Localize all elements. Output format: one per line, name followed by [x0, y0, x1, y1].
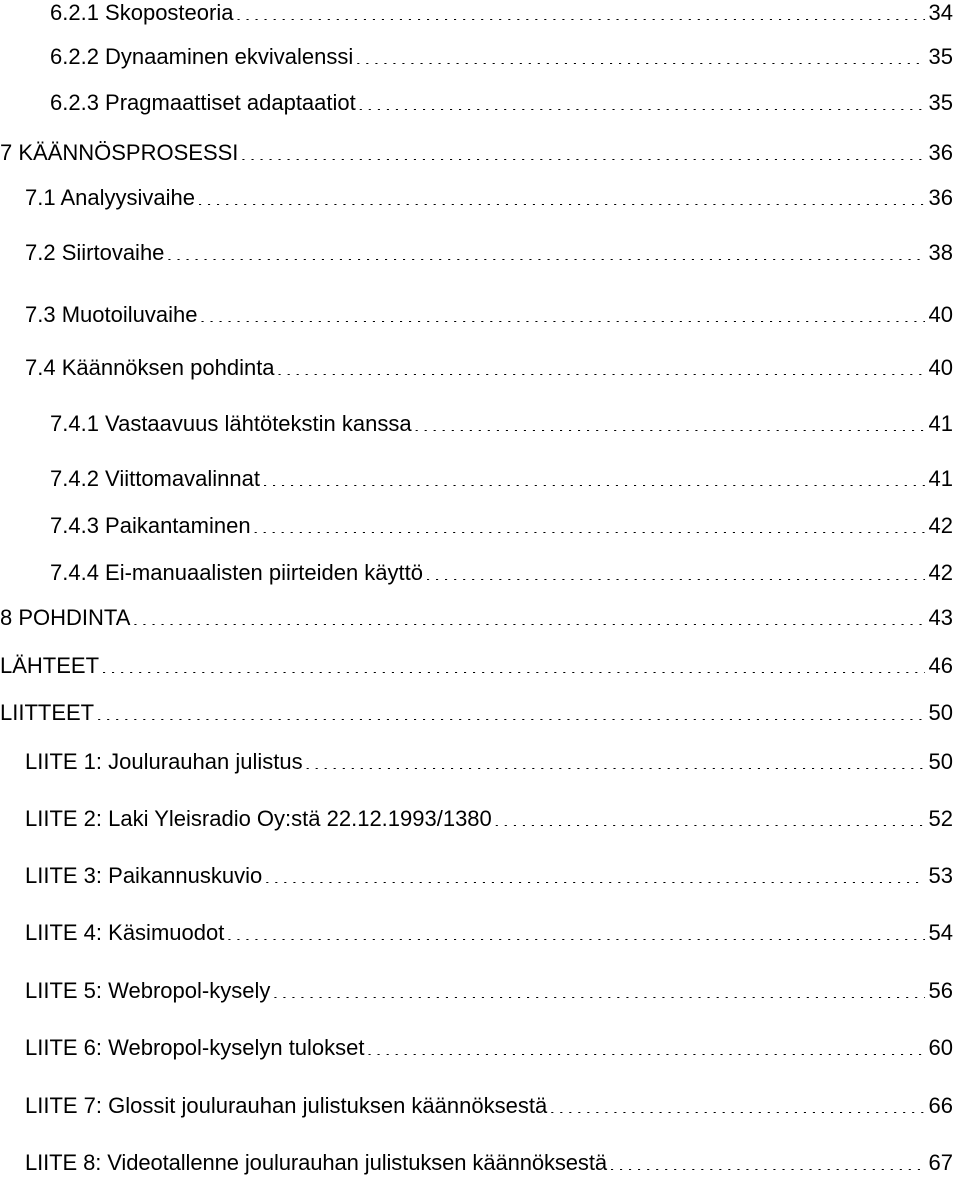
toc-entry-label: 7.4.4 Ei-manuaalisten piirteiden käyttö: [50, 555, 425, 591]
toc-entry[interactable]: [0, 297, 960, 333]
toc-entry-page: 52: [928, 806, 953, 831]
toc-entry[interactable]: [0, 235, 960, 271]
toc-entry[interactable]: [0, 1088, 960, 1124]
toc-entry-page: 42: [928, 560, 953, 585]
toc-entry[interactable]: [0, 180, 960, 216]
toc-leader-dots: [549, 1112, 925, 1113]
toc-entry-label: 7.4 Käännöksen pohdinta: [25, 350, 277, 386]
toc-entry[interactable]: [0, 85, 960, 121]
toc-leader-dots: [253, 532, 925, 533]
toc-entry[interactable]: [0, 600, 960, 636]
toc-entry-label: LIITE 5: Webropol-kysely: [25, 973, 272, 1009]
toc-entry[interactable]: [0, 39, 960, 75]
toc-leader-dots: [240, 159, 925, 160]
toc-entry-label: 6.2.2 Dynaaminen ekvivalenssi: [50, 39, 355, 75]
toc-entry-page: 60: [928, 1035, 953, 1060]
toc-entry-label: 7 KÄÄNNÖSPROSESSI: [0, 135, 240, 171]
toc-entry[interactable]: [0, 135, 960, 171]
toc-leader-dots: [414, 430, 925, 431]
toc-leader-dots: [609, 1169, 925, 1170]
toc-entry-page: 36: [928, 185, 953, 210]
toc-entry[interactable]: [0, 858, 960, 894]
toc-entry-page: 41: [928, 411, 953, 436]
toc-leader-dots: [425, 579, 925, 580]
toc-leader-dots: [199, 321, 925, 322]
toc-entry-page: 35: [928, 44, 953, 69]
toc-leader-dots: [277, 374, 925, 375]
toc-entry-page: 40: [928, 355, 953, 380]
toc-entry-label: LIITE 2: Laki Yleisradio Oy:stä 22.12.1993/1380: [25, 801, 494, 837]
toc-entry-page: 54: [928, 920, 953, 945]
toc-entry-page: 46: [928, 653, 953, 678]
toc-leader-dots: [132, 624, 925, 625]
toc-entry-label: LIITE 7: Glossit joulurauhan julistuksen käännöksestä: [25, 1088, 549, 1124]
toc-entry-page: 38: [928, 240, 953, 265]
toc-leader-dots: [262, 485, 925, 486]
toc-entry[interactable]: [0, 915, 960, 951]
toc-leader-dots: [226, 939, 925, 940]
toc-entry-label: 6.2.3 Pragmaattiset adaptaatiot: [50, 85, 358, 121]
toc-entry-page: 41: [928, 466, 953, 491]
toc-entry-page: 43: [928, 605, 953, 630]
toc-entry-label: LIITE 3: Paikannuskuvio: [25, 858, 264, 894]
toc-entry-page: 40: [928, 302, 953, 327]
toc-leader-dots: [305, 768, 925, 769]
toc-entry-page: 66: [928, 1093, 953, 1118]
toc-entry[interactable]: [0, 461, 960, 497]
toc-entry-label: 7.4.1 Vastaavuus lähtötekstin kanssa: [50, 406, 414, 442]
toc-entry[interactable]: [0, 648, 960, 684]
toc-entry-label: 7.2 Siirtovaihe: [25, 235, 166, 271]
toc-entry[interactable]: [0, 350, 960, 386]
toc-leader-dots: [96, 719, 925, 720]
toc-leader-dots: [235, 19, 925, 20]
toc-entry[interactable]: [0, 1145, 960, 1181]
toc-entry[interactable]: [0, 801, 960, 837]
toc-entry[interactable]: [0, 406, 960, 442]
toc-leader-dots: [272, 997, 925, 998]
toc-entry-label: 7.4.3 Paikantaminen: [50, 508, 253, 544]
toc-entry-page: 56: [928, 978, 953, 1003]
toc-entry-page: 50: [928, 749, 953, 774]
toc-entry-label: 6.2.1 Skoposteoria: [50, 0, 235, 31]
toc-entry-label: LIITE 8: Videotallenne joulurauhan julistuksen käännöksestä: [25, 1145, 609, 1181]
toc-entry-label: LIITE 4: Käsimuodot: [25, 915, 226, 951]
toc-entry-page: 34: [928, 0, 953, 25]
toc-entry-page: 42: [928, 513, 953, 538]
toc-entry-page: 53: [928, 863, 953, 888]
toc-leader-dots: [494, 825, 925, 826]
toc-leader-dots: [358, 109, 925, 110]
toc-entry-label: LIITE 1: Joulurauhan julistus: [25, 744, 305, 780]
toc-entry-page: 67: [928, 1150, 953, 1175]
toc-entry-label: LIITE 6: Webropol-kyselyn tulokset: [25, 1030, 367, 1066]
toc-entry[interactable]: [0, 1030, 960, 1066]
toc-entry-page: 36: [928, 140, 953, 165]
toc-leader-dots: [101, 672, 925, 673]
toc-leader-dots: [166, 259, 925, 260]
toc-entry[interactable]: [0, 973, 960, 1009]
toc-leader-dots: [355, 63, 925, 64]
toc-leader-dots: [197, 204, 925, 205]
toc-leader-dots: [367, 1054, 925, 1055]
toc-entry[interactable]: [0, 508, 960, 544]
toc-entry-label: 8 POHDINTA: [0, 600, 132, 636]
toc-entry-label: 7.3 Muotoiluvaihe: [25, 297, 199, 333]
toc-entry[interactable]: [0, 695, 960, 731]
toc-entry[interactable]: [0, 0, 960, 31]
toc-leader-dots: [264, 882, 925, 883]
toc-entry[interactable]: [0, 744, 960, 780]
toc-entry-label: 7.1 Analyysivaihe: [25, 180, 197, 216]
toc-entry-page: 50: [928, 700, 953, 725]
toc-entry-label: LIITTEET: [0, 695, 96, 731]
toc-entry-label: LÄHTEET: [0, 648, 101, 684]
toc-entry[interactable]: [0, 555, 960, 591]
toc-entry-label: 7.4.2 Viittomavalinnat: [50, 461, 262, 497]
toc-entry-page: 35: [928, 90, 953, 115]
